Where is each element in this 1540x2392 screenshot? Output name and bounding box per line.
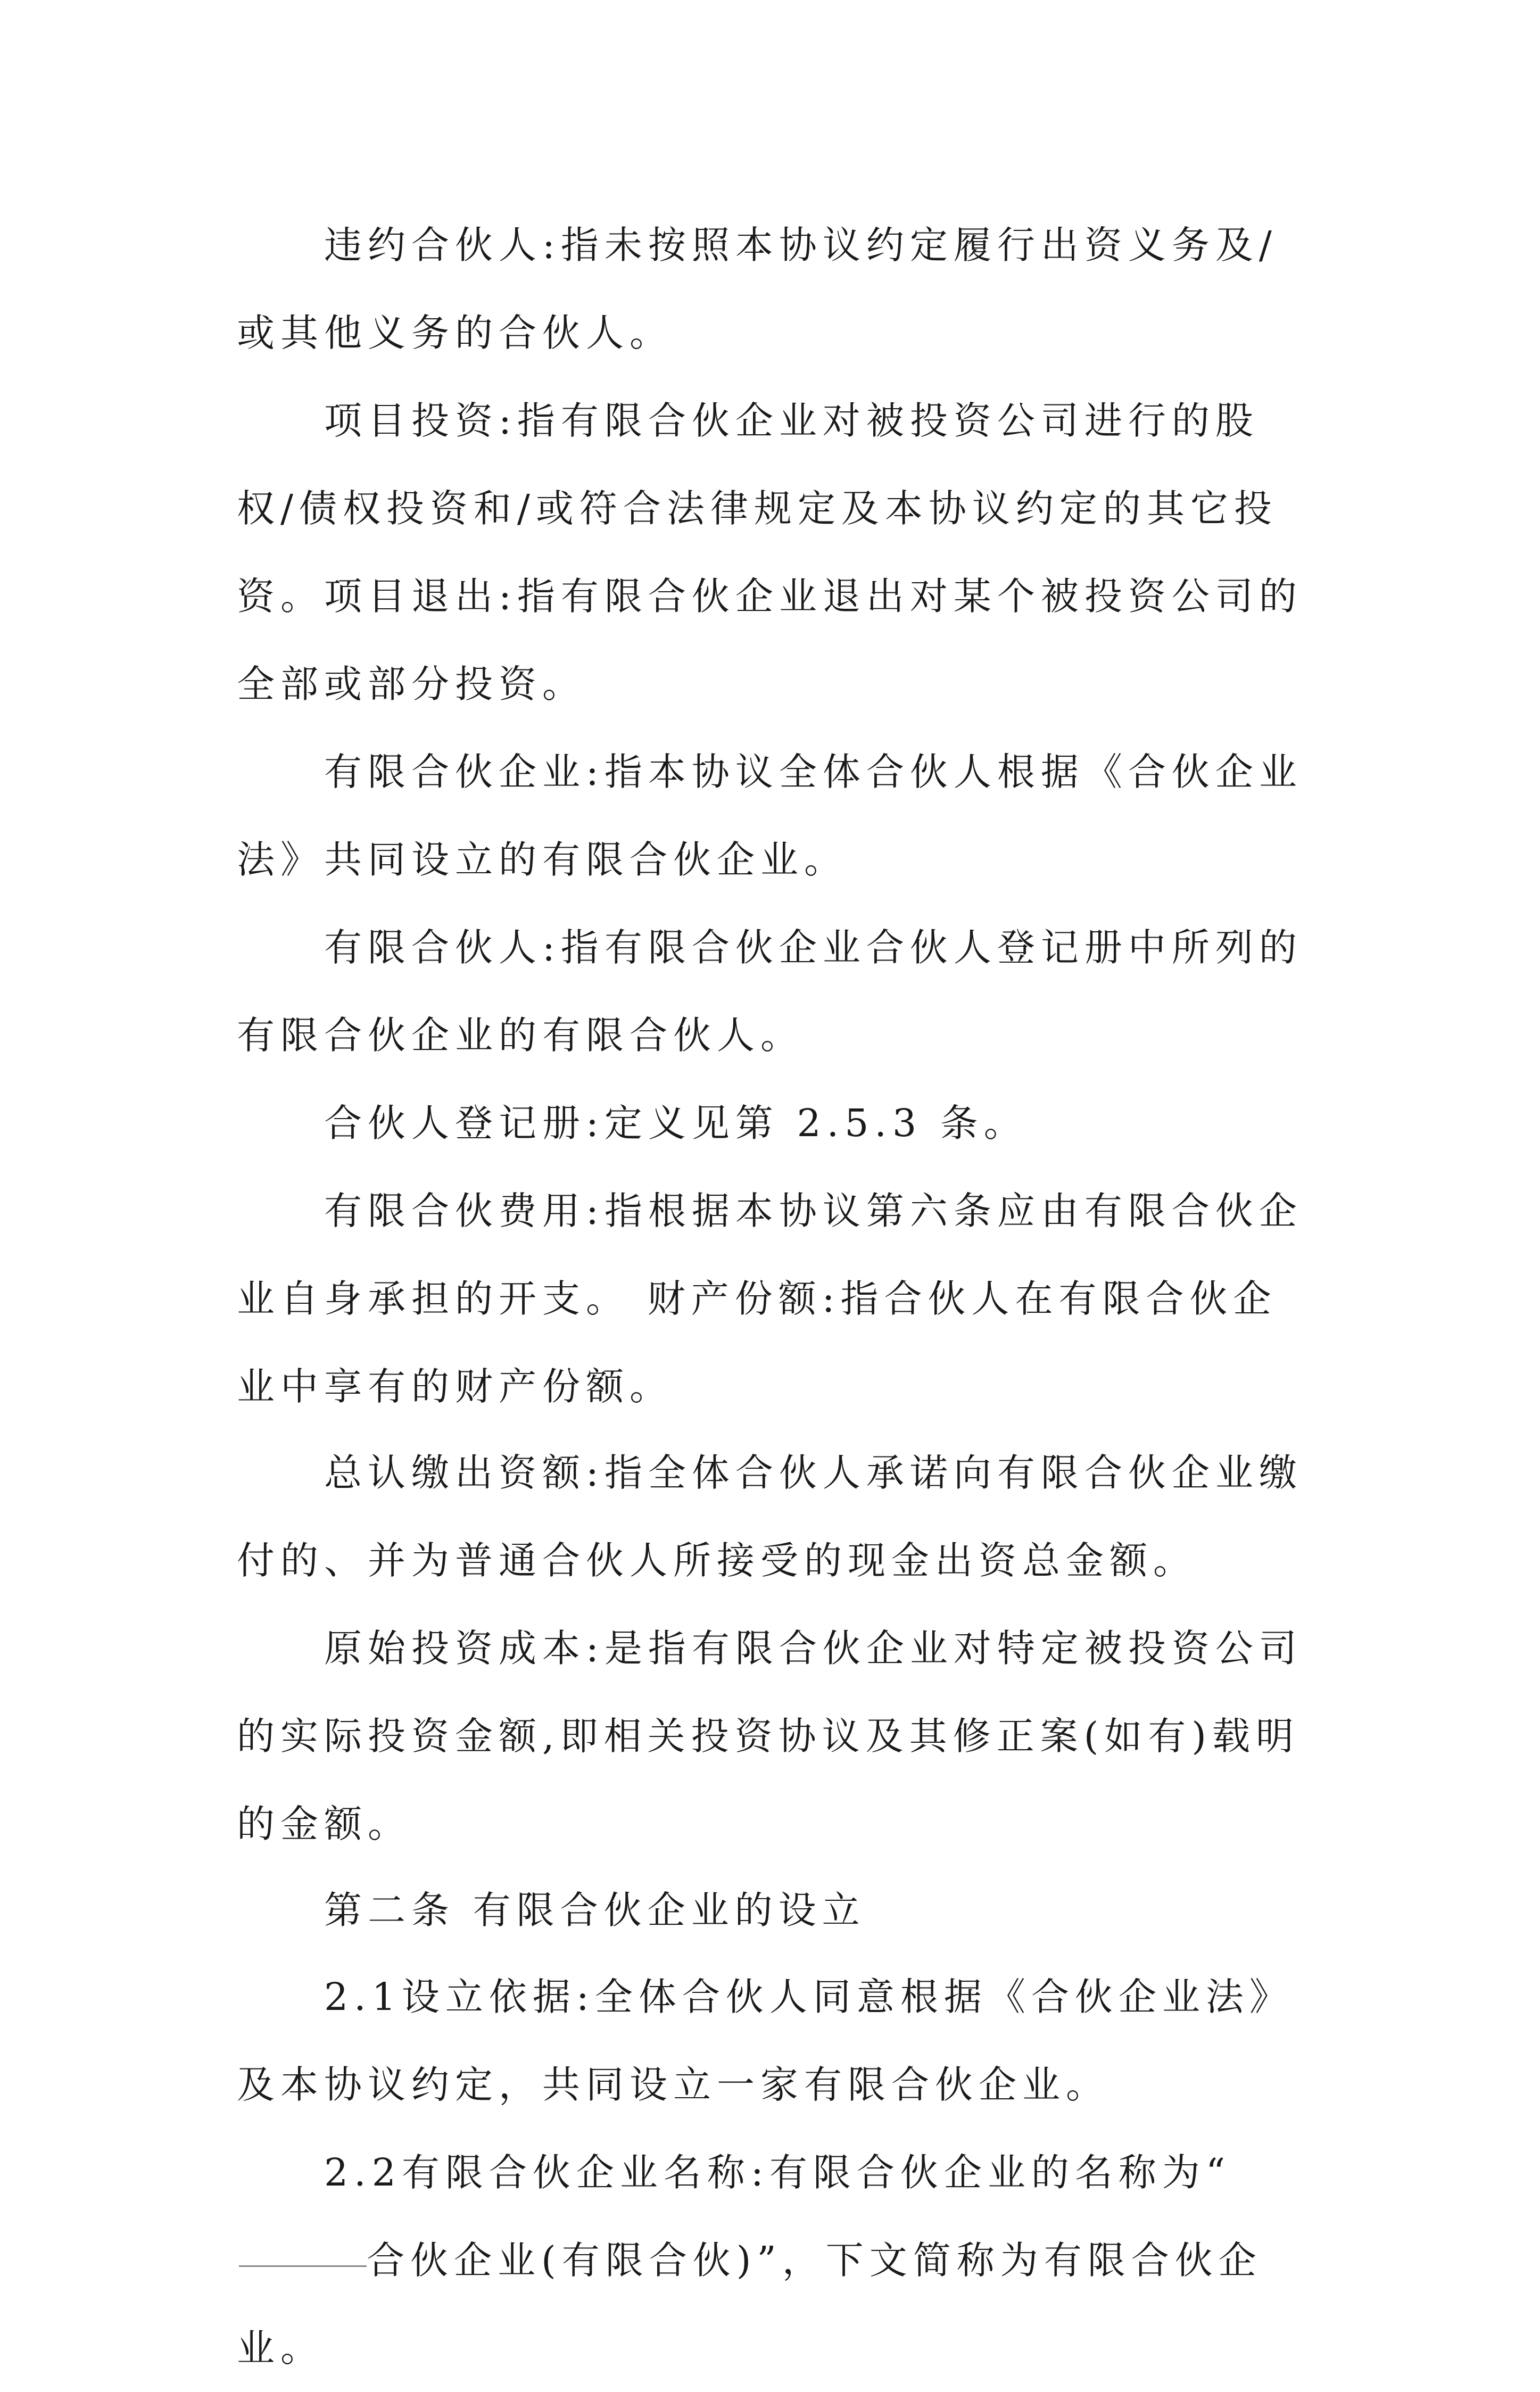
paragraph-partner-register: 合伙人登记册:定义见第 2.5.3 条。 — [324, 1101, 1028, 1145]
name-clause-suffix: 合伙企业(有限合伙)”，下文简称为有限合伙企业。 — [237, 2238, 1262, 2370]
paragraph-limited-partner: 有限合伙人:指有限合伙企业合伙人登记册中所列的有限合伙企业的有限合伙人。 — [237, 925, 1303, 1057]
section-heading-article-2: 第二条 有限合伙企业的设立 — [324, 1888, 866, 1932]
name-clause-prefix: 2.2有限合伙企业名称:有限合伙企业的名称为“ — [324, 2150, 1231, 2195]
paragraph-2-2-partnership-name — [237, 2129, 1317, 2392]
paragraph-original-investment-cost: 原始投资成本:是指有限合伙企业对特定被投资公司的实际投资金额,即相关投资协议及其修正案(如有)载明的金额。 — [237, 1626, 1303, 1846]
paragraph-total-subscribed-capital: 总认缴出资额:指全体合伙人承诺向有限合伙企业缴付的、并为普通合伙人所接受的现金出资总金额。 — [237, 1451, 1303, 1583]
paragraph-project-investment: 项目投资:指有限合伙企业对被投资公司进行的股权/债权投资和/或符合法律规定及本协议约定的其它投资。 — [237, 399, 1278, 618]
name-blank-line — [239, 2265, 367, 2267]
paragraph-defaulting-partner: 违约合伙人:指未按照本协议约定履行出资义务及/或其他义务的合伙人。 — [237, 223, 1278, 355]
paragraph-limited-partnership: 有限合伙企业:指本协议全体合伙人根据《合伙企业法》共同设立的有限合伙企业。 — [237, 750, 1303, 882]
paragraph-project-exit: 项目退出:指有限合伙企业退出对某个被投资公司的全部或部分投资。 — [237, 574, 1303, 706]
paragraph-2-1-establishment-basis: 2.1设立依据:全体合伙人同意根据《合伙企业法》及本协议约定，共同设立一家有限合伙企业。 — [237, 1975, 1293, 2107]
paragraph-partnership-expenses: 有限合伙费用:指根据本协议第六条应由有限合伙企业自身承担的开支。 财产份额:指合伙人在有限合伙企业中享有的财产份额。 — [237, 1189, 1303, 1409]
